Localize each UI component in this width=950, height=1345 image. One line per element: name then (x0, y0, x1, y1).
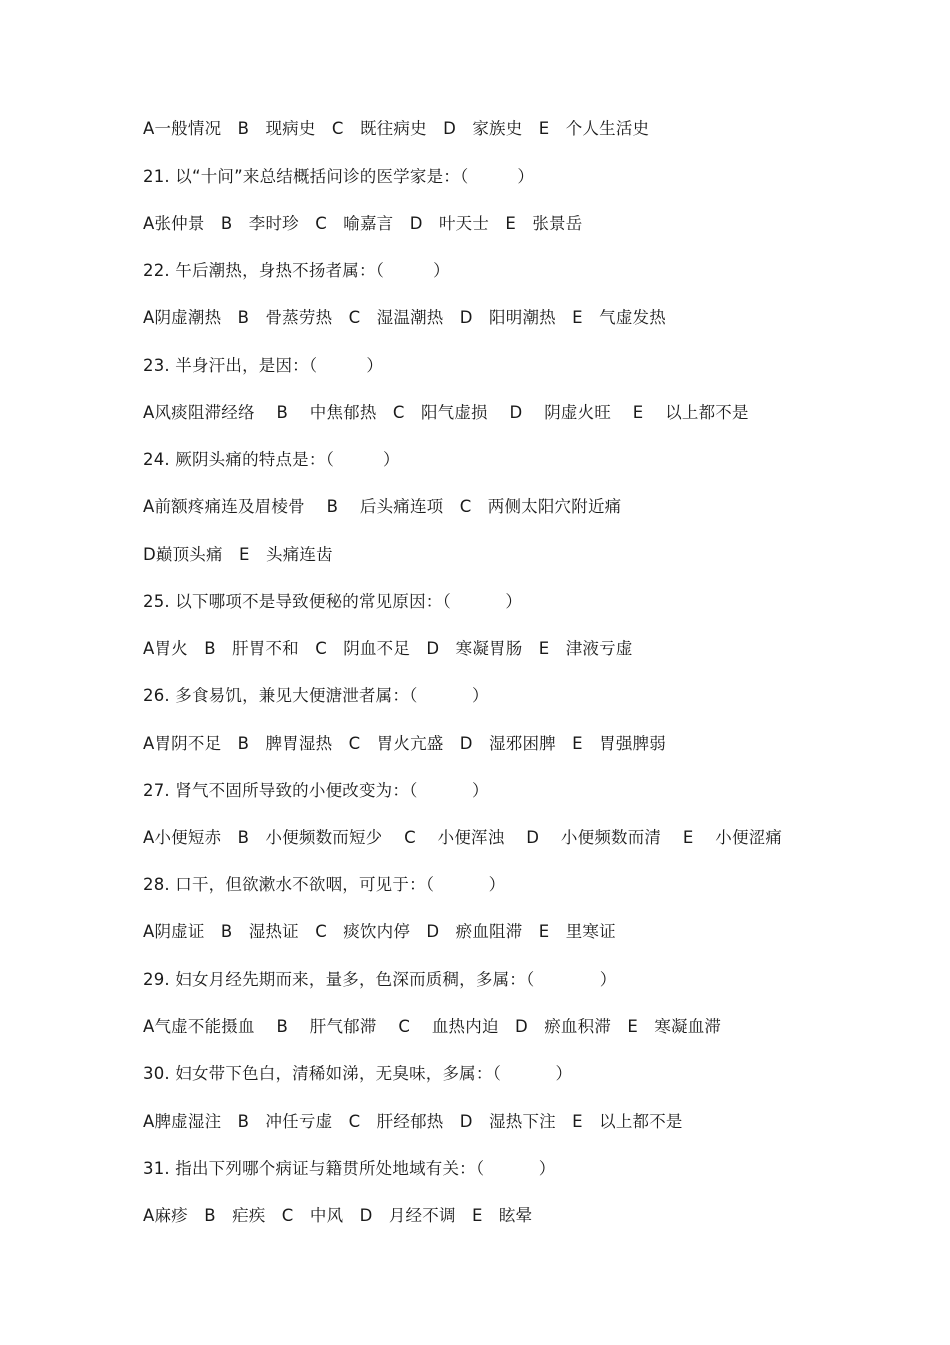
question-29: 29. 妇女月经先期而来，量多，色深而质稠，多属：（ ） (143, 970, 617, 989)
question-31: 31. 指出下列哪个病证与籍贯所处地域有关：（ ） (143, 1159, 556, 1178)
question-25: 25. 以下哪项不是导致便秘的常见原因：（ ） (143, 592, 523, 611)
options-line: A小便短赤 B 小便频数而短少 C 小便浑浊 D 小便频数而清 E 小便涩痛 (143, 828, 783, 847)
question-27: 27. 肾气不固所导致的小便改变为：（ ） (143, 781, 489, 800)
options-line: A胃火 B 肝胃不和 C 阴血不足 D 寒凝胃肠 E 津液亏虚 (143, 639, 633, 658)
question-24: 24. 厥阴头痛的特点是：（ ） (143, 450, 400, 469)
options-line: A脾虚湿注 B 冲任亏虚 C 肝经郁热 D 湿热下注 E 以上都不是 (143, 1112, 683, 1131)
options-line: A前额疼痛连及眉棱骨 B 后头痛连项 C 两侧太阳穴附近痛 (143, 497, 622, 516)
question-28: 28. 口干，但欲漱水不欲咽，可见于：（ ） (143, 875, 506, 894)
options-line: A一般情况 B 现病史 C 既往病史 D 家族史 E 个人生活史 (143, 119, 650, 138)
question-30: 30. 妇女带下色白，清稀如涕，无臭味，多属：（ ） (143, 1064, 573, 1083)
options-line: A胃阴不足 B 脾胃湿热 C 胃火亢盛 D 湿邪困脾 E 胃强脾弱 (143, 734, 666, 753)
options-line: A阴虚证 B 湿热证 C 痰饮内停 D 瘀血阻滞 E 里寒证 (143, 922, 616, 941)
options-line: D巅顶头痛 E 头痛连齿 (143, 545, 333, 564)
options-line: A阴虚潮热 B 骨蒸劳热 C 湿温潮热 D 阳明潮热 E 气虚发热 (143, 308, 666, 327)
options-line: A风痰阻滞经络 B 中焦郁热 C 阳气虚损 D 阴虚火旺 E 以上都不是 (143, 403, 749, 422)
question-26: 26. 多食易饥，兼见大便溏泄者属：（ ） (143, 686, 489, 705)
options-line: A张仲景 B 李时珍 C 喻嘉言 D 叶天士 E 张景岳 (143, 214, 583, 233)
question-23: 23. 半身汗出，是因：（ ） (143, 356, 384, 375)
options-line: A麻疹 B 疟疾 C 中风 D 月经不调 E 眩晕 (143, 1206, 533, 1225)
question-21: 21. 以“十问”来总结概括问诊的医学家是：（ ） (143, 167, 535, 186)
question-22: 22. 午后潮热，身热不扬者属：（ ） (143, 261, 450, 280)
options-line: A气虚不能摄血 B 肝气郁滞 C 血热内迫 D 瘀血积滞 E 寒凝血滞 (143, 1017, 722, 1036)
